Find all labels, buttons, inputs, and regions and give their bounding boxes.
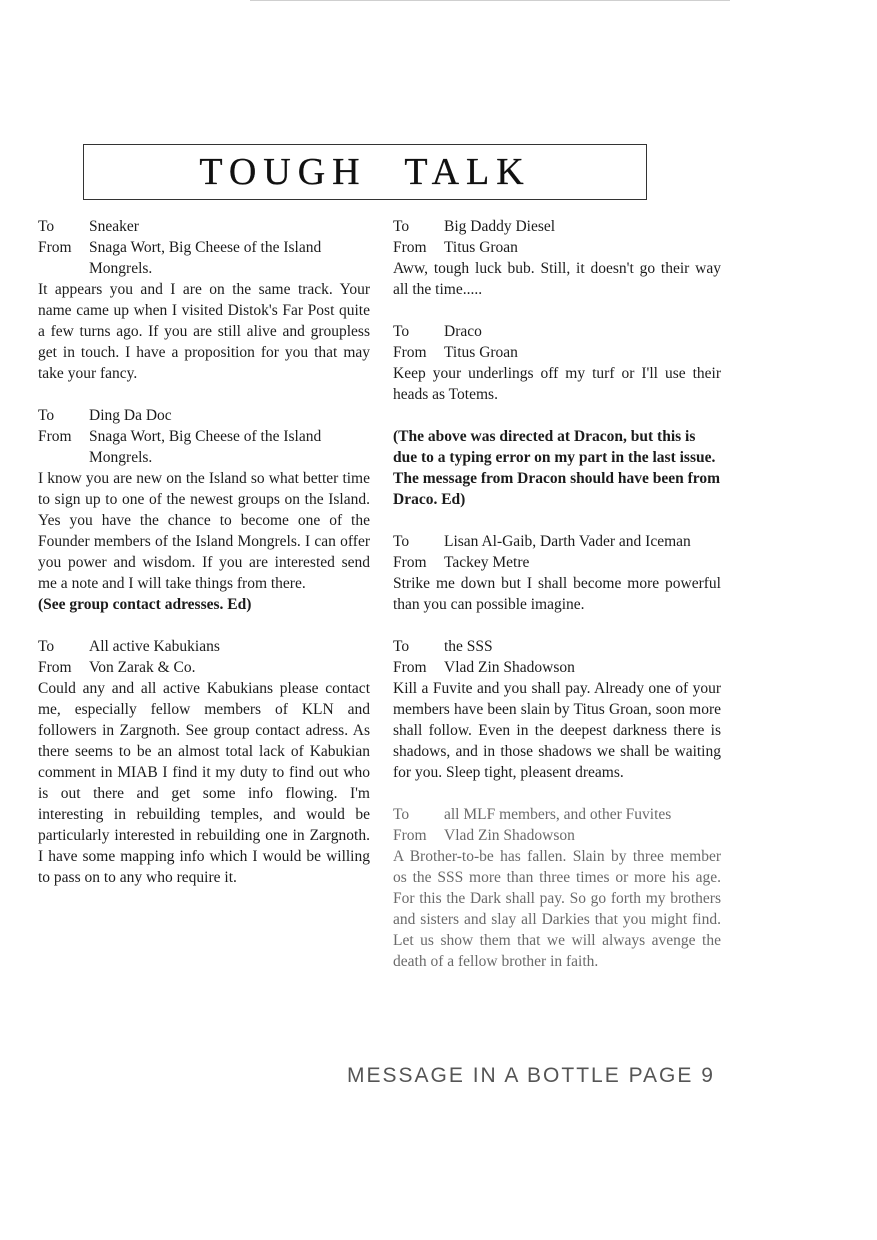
to-label: To <box>393 806 410 823</box>
message-sender: Snaga Wort, Big Cheese of the Island Mongrels. <box>89 239 322 277</box>
message <box>38 405 370 615</box>
message-recipient: Sneaker <box>89 218 139 235</box>
from-label: From <box>38 428 72 445</box>
right-column <box>393 216 721 993</box>
message-body: Keep your underlings off my turf or I'll use their heads as Totems. <box>393 365 721 403</box>
title-box <box>83 144 647 200</box>
editor-note: (See group contact adresses. Ed) <box>38 596 252 613</box>
message-recipient: all MLF members, and other Fuvites <box>444 806 672 823</box>
message-sender: Vlad Zin Shadowson <box>444 659 575 676</box>
page-footer: MESSAGE IN A BOTTLE PAGE 9 <box>347 1064 715 1087</box>
message-body: It appears you and I are on the same track. Your name came up when I visited Distok's Far Post quite a few turns ago. If you are still alive and groupless get in touch. I have a proposition for you that may take your fancy. <box>38 281 370 382</box>
to-label: To <box>393 218 410 235</box>
message <box>38 216 370 384</box>
left-column <box>38 216 370 909</box>
message-body: Could any and all active Kabukians please contact me, especially fellow members of KLN and followers in Zargnoth. See group contact adress. As there seems to be an almost total lack of Kabukian comment in MIAB I find it my duty to find out who is out there and get some info flowing. I'm interesting in rebuilding temples, and would be particularly interested in rebuilding one in Zargnoth. I have some mapping info which I would be willing to pass on to any who require it. <box>38 680 370 886</box>
message-recipient: All active Kabukians <box>89 638 220 655</box>
message-body: Aww, tough luck bub. Still, it doesn't go their way all the time..... <box>393 260 721 298</box>
message-recipient: the SSS <box>444 638 493 655</box>
from-label: From <box>393 827 427 844</box>
message-recipient: Lisan Al-Gaib, Darth Vader and Iceman <box>444 533 691 550</box>
message-body: Strike me down but I shall become more powerful than you can possible imagine. <box>393 575 721 613</box>
message-body: I know you are new on the Island so what better time to sign up to one of the newest groups on the Island. Yes you have the chance to become one of the Founder members of the Island Mongrels. I can offer you power and wisdom. If you are interested send me a note and I will take things from there. <box>38 470 370 592</box>
to-label: To <box>38 638 55 655</box>
from-label: From <box>38 239 72 256</box>
message <box>38 636 370 888</box>
from-label: From <box>393 239 427 256</box>
message-recipient: Draco <box>444 323 482 340</box>
message-sender: Titus Groan <box>444 239 518 256</box>
message <box>393 804 721 972</box>
from-label: From <box>393 659 427 676</box>
message-sender: Tackey Metre <box>444 554 530 571</box>
to-label: To <box>38 407 55 424</box>
from-label: From <box>393 344 427 361</box>
message-recipient: Big Daddy Diesel <box>444 218 556 235</box>
scan-top-edge <box>250 0 730 1</box>
message-body: Kill a Fuvite and you shall pay. Already one of your members have been slain by Titus Groan, soon more shall follow. Even in the deepest darkness there is shadows, and in those shadows we shall be waiting for you. Sleep tight, pleasent dreams. <box>393 680 721 781</box>
message <box>393 321 721 405</box>
message-recipient: Ding Da Doc <box>89 407 172 424</box>
message-sender: Vlad Zin Shadowson <box>444 827 575 844</box>
from-label: From <box>38 659 72 676</box>
to-label: To <box>393 533 410 550</box>
message-body: A Brother-to-be has fallen. Slain by three member os the SSS more than three times or more his age. For this the Dark shall pay. So go forth my brothers and sisters and slay all Darkies that you might find. Let us show them that we will always avenge the death of a fellow brother in faith. <box>393 848 721 970</box>
message-sender: Snaga Wort, Big Cheese of the Island Mongrels. <box>89 428 322 466</box>
from-label: From <box>393 554 427 571</box>
message <box>393 636 721 783</box>
message-sender: Titus Groan <box>444 344 518 361</box>
to-label: To <box>393 638 410 655</box>
message-sender: Von Zarak & Co. <box>89 659 196 676</box>
to-label: To <box>38 218 55 235</box>
message <box>393 216 721 300</box>
to-label: To <box>393 323 410 340</box>
editor-note: (The above was directed at Dracon, but this is due to a typing error on my part in the last issue. The message from Dracon should have been from Draco. Ed) <box>393 428 721 508</box>
message <box>393 531 721 615</box>
page-title: TOUGH TALK <box>199 151 531 193</box>
